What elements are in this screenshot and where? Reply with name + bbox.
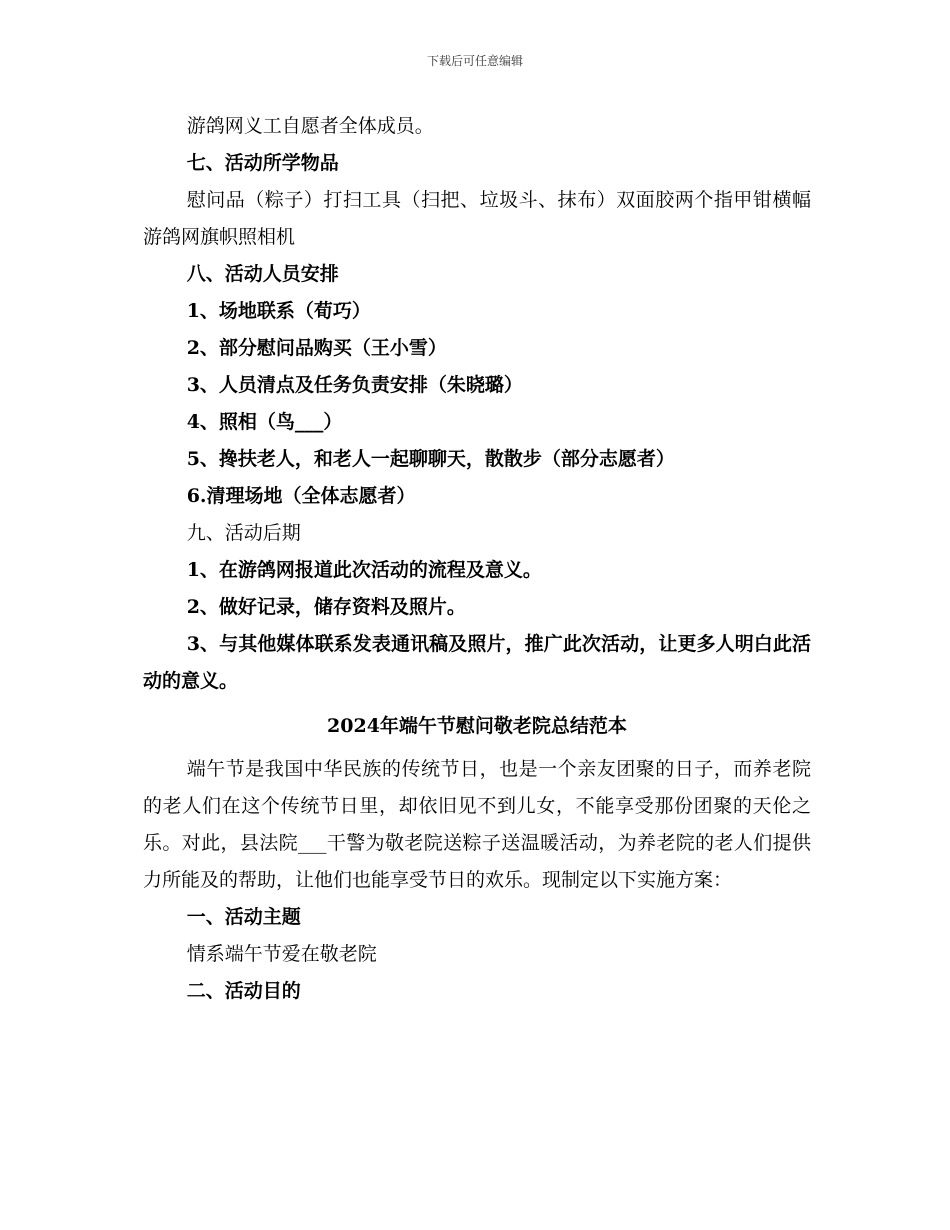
document-body — [143, 108, 811, 1010]
heading-followup: 九、活动后期 — [186, 522, 301, 544]
paragraph-intro: 端午节是我国中华民族的传统节日，也是一个亲友团聚的日子，而养老院的老人们在这个传统节日里，却依旧见不到儿女，不能享受那份团聚的天伦之乐。对此，县法院___干警为敬老院送粽子送温暖活动，为养老院的老人们提供力所能及的帮助，让他们也能享受节日的欢乐。现制定以下实施方案： — [143, 758, 811, 891]
paragraph-participants: 游鸽网义工自愿者全体成员。 — [186, 115, 434, 137]
staffing-item-6: 6.清理场地（全体志愿者） — [186, 485, 416, 507]
followup-item-3: 3、与其他媒体联系发表通讯稿及照片，推广此次活动，让更多人明白此活动的意义。 — [143, 633, 811, 692]
followup-item-1: 1、在游鸽网报道此次活动的流程及意义。 — [186, 559, 542, 581]
paragraph-theme: 情系端午节爱在敬老院 — [186, 943, 377, 965]
paragraph-supplies: 慰问品（粽子）打扫工具（扫把、垃圾斗、抹布）双面胶两个指甲钳横幅游鸽网旗帜照相机 — [143, 189, 811, 248]
heading-purpose: 二、活动目的 — [186, 980, 301, 1002]
staffing-item-2: 2、部分慰问品购买（王小雪） — [186, 337, 447, 359]
staffing-item-4: 4、照相（鸟___） — [186, 411, 343, 433]
heading-staffing: 八、活动人员安排 — [186, 263, 339, 285]
followup-item-2: 2、做好记录，储存资料及照片。 — [186, 596, 466, 618]
heading-theme: 一、活动主题 — [186, 906, 301, 928]
document-title: 2024年端午节慰问敬老院总结范本 — [327, 715, 627, 737]
heading-supplies: 七、活动所学物品 — [186, 152, 339, 174]
page-header: 下载后可任意编辑 — [426, 54, 523, 68]
staffing-item-3: 3、人员清点及任务负责安排（朱晓璐） — [186, 374, 523, 396]
staffing-item-5: 5、搀扶老人，和老人一起聊聊天，散散步（部分志愿者） — [186, 448, 675, 470]
staffing-item-1: 1、场地联系（荀巧） — [186, 300, 371, 322]
